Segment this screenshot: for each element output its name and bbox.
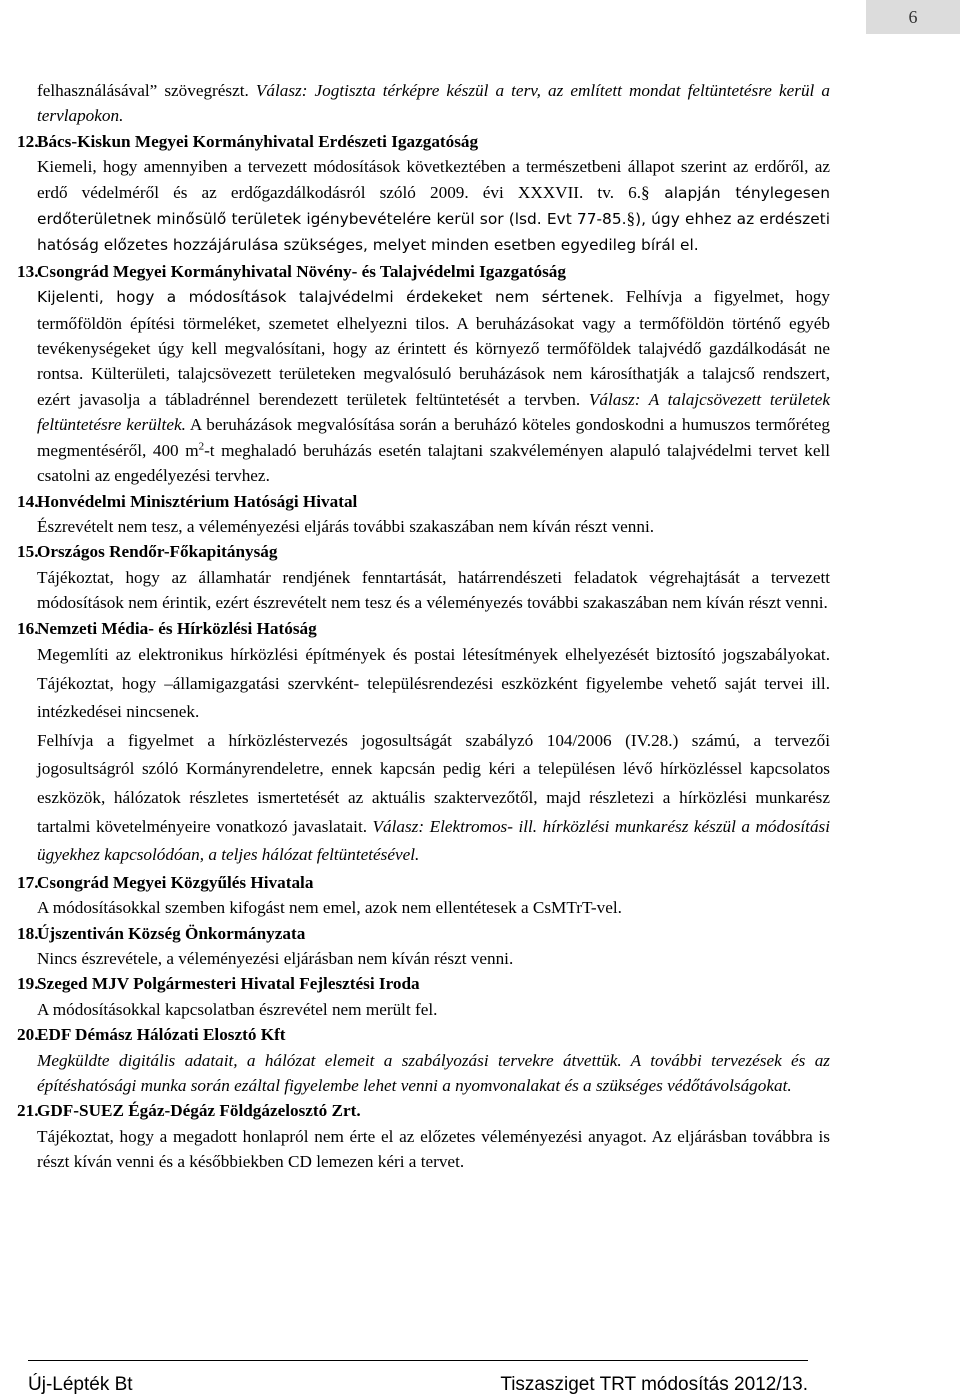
section-13-text-b: Felhívja a figyelmet, hogy termőföldön építési törmeléket, szemetet elhelyezni tilos. A beruházásokat vagy a termőföldön történő egyéb tevékenységeket úgy kell megvalósítani, hogy az érintett és környező termőföldek talajvédő gazdálkodását ne rontsa. Külterületi, talajcsövezett területeken megvalósuló beruházások nem károsíthatják a talajcső rendszert, ezért javasolja a tábladrénnel berendezett területek feltüntetését a tervben. (37, 287, 830, 409)
section-17-number: 17. (17, 872, 39, 892)
section-16-heading (17, 616, 830, 641)
footer-company: Új-Lépték Bt (28, 1374, 133, 1395)
footer-rule (28, 1360, 808, 1361)
section-16-body-b (37, 727, 830, 870)
section-14-body: Észrevételt nem tesz, a véleményezési eljárás további szakaszában nem kíván részt venni. (37, 516, 655, 536)
section-20-body: Megküldte digitális adatait, a hálózat elemeit a szabályozási tervekre átvettük. A további tervezések és az építéshatósági munka során ezáltal figyelembe lehet venni a nyomvonalakat és a szükséges védőtávolságokat. (37, 1050, 830, 1095)
section-20-heading (17, 1022, 830, 1047)
section-21-title: GDF-SUEZ Égáz-Dégáz Földgázelosztó Zrt. (37, 1101, 361, 1121)
section-12-title: Bács-Kiskun Megyei Kormányhivatal Erdészeti Igazgatóság (37, 131, 479, 151)
section-16-title: Nemzeti Média- és Hírközlési Hatóság (37, 618, 317, 638)
page-number: 6 (866, 0, 960, 34)
footer-doc-title: Tiszasziget TRT módosítás 2012/13. (500, 1374, 808, 1395)
section-17-body: A módosításokkal szemben kifogást nem emel, azok nem ellentétesek a CsMTrT-vel. (37, 898, 622, 918)
intro-paragraph (37, 78, 830, 129)
section-12-number: 12. (17, 131, 39, 151)
section-12-text-a: Kiemeli, hogy amennyiben a tervezett módosítások következtében a természetbeni állapot szerint az erdőről, az erdő védelméről és az erdőgazdálkodásról szóló 2009. évi XXXVII. tv. 6. (37, 157, 830, 202)
section-15-heading (17, 539, 830, 564)
section-13-text-d: -t meghaladó beruházás esetén talajtani szakvéleményen alapuló talajvédelmi tervet kell csatolni az engedélyezési tervhez. (37, 440, 830, 486)
document-body (17, 78, 830, 1175)
section-19-heading (17, 971, 830, 996)
section-21-number: 21. (17, 1101, 39, 1121)
section-15-number: 15. (17, 542, 39, 562)
section-16-number: 16. (17, 618, 39, 638)
section-18-body: Nincs észrevétele, a véleményezési eljárásban nem kíván részt venni. (37, 948, 514, 968)
section-18-number: 18. (17, 923, 39, 943)
section-15-body: Tájékoztat, hogy az államhatár rendjének fenntartását, határrendészeti feladatok végrehajtását a tervezett módosítások nem érintik, ezért észrevételt nem tesz és a véleményezés további szakaszában nem kíván részt venni. (37, 567, 830, 613)
intro-text: felhasználásával” szövegrészt. (37, 81, 256, 100)
section-13-text-a: Kijelenti, hogy a módosítások talajvédelmi érdekeket nem sértenek. (37, 288, 615, 307)
section-19-number: 19. (17, 974, 39, 994)
section-20-title: EDF Démász Hálózati Elosztó Kft (37, 1025, 286, 1045)
section-21-heading (17, 1098, 830, 1123)
superscript: 2 (198, 439, 205, 452)
section-13-body (37, 284, 830, 488)
section-15-title: Országos Rendőr-Főkapitányság (37, 542, 278, 562)
section-13-heading (17, 259, 830, 284)
section-21-body: Tájékoztat, hogy a megadott honlapról nem érte el az előzetes véleményezési anyagot. Az eljárásban továbbra is részt kíván venni és a későbbiekben CD lemezen kéri a tervet. (37, 1126, 830, 1172)
section-19-title: Szeged MJV Polgármesteri Hivatal Fejlesztési Iroda (37, 974, 420, 994)
section-17-heading (17, 870, 830, 895)
section-14-heading (17, 489, 830, 514)
section-16-answer: Válasz: Elektromos- ill. hírközlési munkarész készül a módosítási ügyekhez kapcsolódóan, a teljes hálózat feltüntetésével. (37, 816, 830, 865)
section-13-title: Csongrád Megyei Kormányhivatal Növény- és Talajvédelmi Igazgatóság (37, 261, 566, 281)
section-12-heading (17, 129, 830, 154)
section-13-text-c: A beruházások megvalósítása során a beruházó köteles gondoskodni a humuszos termőréteg megmentéséről, 400 m (37, 415, 830, 460)
section-12-text-b: alapján ténylegesen erdőterületnek minősülő területek igénybevételére kerül sor (lsd. Evt 77-85. (37, 183, 830, 229)
section-sign: § (641, 182, 650, 202)
section-14-title: Honvédelmi Minisztérium Hatósági Hivatal (37, 491, 358, 511)
section-12-body (37, 154, 830, 259)
intro-answer: Válasz: Jogtiszta térképre készül a terv, az említett mondat feltüntetésre kerül a tervlapokon. (37, 81, 830, 126)
section-sign: § (626, 209, 636, 229)
section-16-body-a: Megemlíti az elektronikus hírközlési építmények és postai létesítmények elhelyezését biztosító jogszabályokat. Tájékoztat, hogy –államigazgatási szervként- településrendezési eszközként figyelembe vehető saját tervei ill. intézkedései nincsenek. (37, 644, 830, 722)
section-12-text-c: ), úgy ehhez az erdészeti hatóság előzetes hozzájárulása szükséges, melyet minden esetben egyedileg bírál el. (37, 210, 830, 255)
section-13-answer: Válasz: A talajcsövezett területek feltüntetésre kerültek. (37, 389, 830, 435)
section-18-heading (17, 921, 830, 946)
section-20-number: 20. (17, 1025, 39, 1045)
section-14-number: 14. (17, 491, 39, 511)
section-18-title: Újszentiván Község Önkormányzata (37, 923, 306, 943)
section-13-number: 13. (17, 261, 39, 281)
section-17-title: Csongrád Megyei Közgyűlés Hivatala (37, 872, 314, 892)
section-16-text-b: Felhívja a figyelmet a hírközléstervezés jogosultságát szabályzó 104/2006 (IV.28.) számú, a tervezői jogosultságról szóló Kormányrendeletre, ennek kapcsán pedig kéri a településen lévő hírközléssel kapcsolatos eszközök, hálózatok részletes ismertetését az aktuális szaktervezőtől, majd részletezi a hírközlési munkarész tartalmi követelményeire vonatkozó javaslatait. (37, 730, 830, 836)
section-19-body: A módosításokkal kapcsolatban észrevétel nem merült fel. (37, 999, 438, 1019)
